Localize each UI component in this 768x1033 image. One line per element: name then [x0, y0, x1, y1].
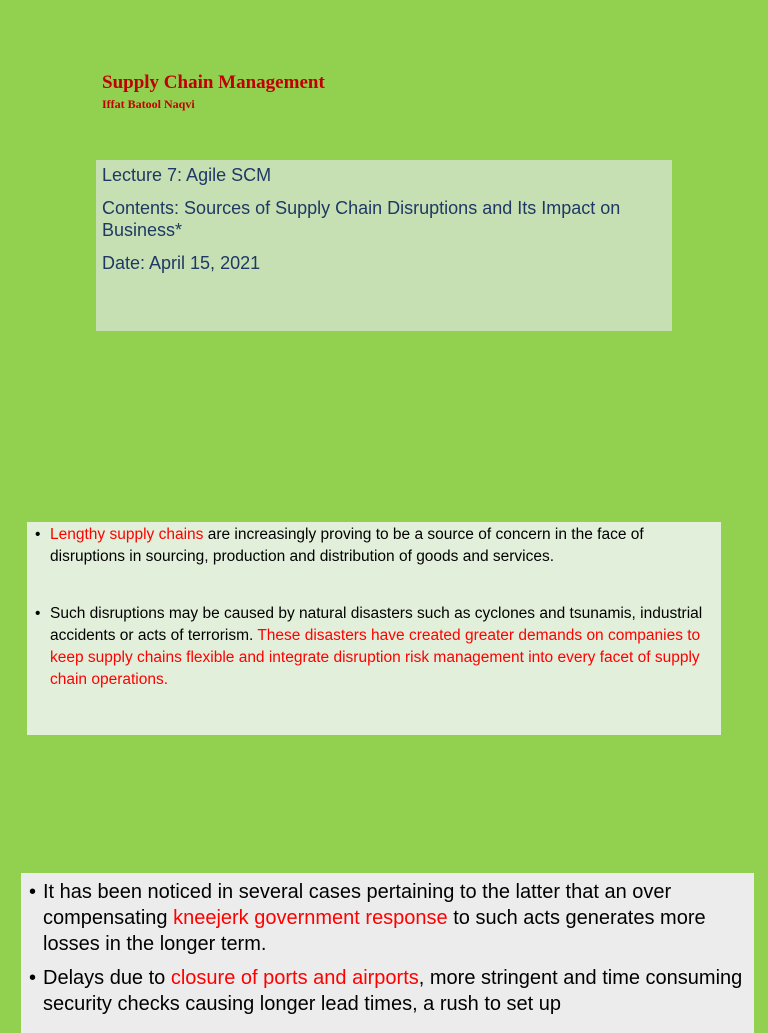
government-response-text-box	[21, 873, 754, 1033]
author-name: Iffat Batool Naqvi	[102, 97, 195, 111]
highlighted-phrase: These disasters have created greater demands on companies to keep supply chains flexible and integrate disruption risk management into every facet of supply chain operations.	[50, 627, 701, 688]
bullet-text	[43, 965, 744, 1017]
bullet-icon: •	[29, 881, 37, 903]
disruptions-text-box	[27, 522, 721, 735]
bullet-text	[43, 879, 744, 957]
bullet-text-segment: to such acts generates more losses in the longer term.	[43, 907, 706, 955]
highlighted-phrase: kneejerk government response	[173, 907, 448, 929]
bullet-item	[29, 879, 744, 957]
bullet-item	[29, 965, 744, 1017]
lecture-date: Date: April 15, 2021	[102, 253, 261, 273]
lecture-contents: Contents: Sources of Supply Chain Disruptions and Its Impact on Business*	[102, 198, 621, 240]
bullet-icon: •	[29, 967, 37, 989]
bullet-icon: •	[35, 605, 41, 622]
course-title: Supply Chain Management	[102, 72, 325, 93]
bullet-text	[50, 524, 715, 568]
bullet-text-segment: Delays due to	[43, 967, 171, 989]
bullet-text-segment: are increasingly proving to be a source of concern in the face of disruptions in sourcing, production and distribution of goods and services.	[50, 526, 644, 565]
highlighted-phrase: Lengthy supply chains	[50, 526, 204, 543]
bullet-text-segment: It has been noticed in several cases pertaining to the latter that an over compensating	[43, 881, 672, 929]
lecture-info-box	[96, 160, 672, 331]
bullet-item	[35, 524, 715, 568]
bullet-item	[35, 603, 715, 691]
bullet-text	[50, 603, 715, 691]
bullet-text-segment: , more stringent and time consuming security checks causing longer lead times, a rush to set up	[43, 967, 743, 1015]
lecture-number: Lecture 7: Agile SCM	[102, 165, 272, 185]
bullet-text-segment: Such disruptions may be caused by natural disasters such as cyclones and tsunamis, industrial accidents or acts of terrorism.	[50, 605, 703, 644]
highlighted-phrase: closure of ports and airports	[170, 967, 419, 989]
bullet-icon: •	[35, 526, 41, 543]
